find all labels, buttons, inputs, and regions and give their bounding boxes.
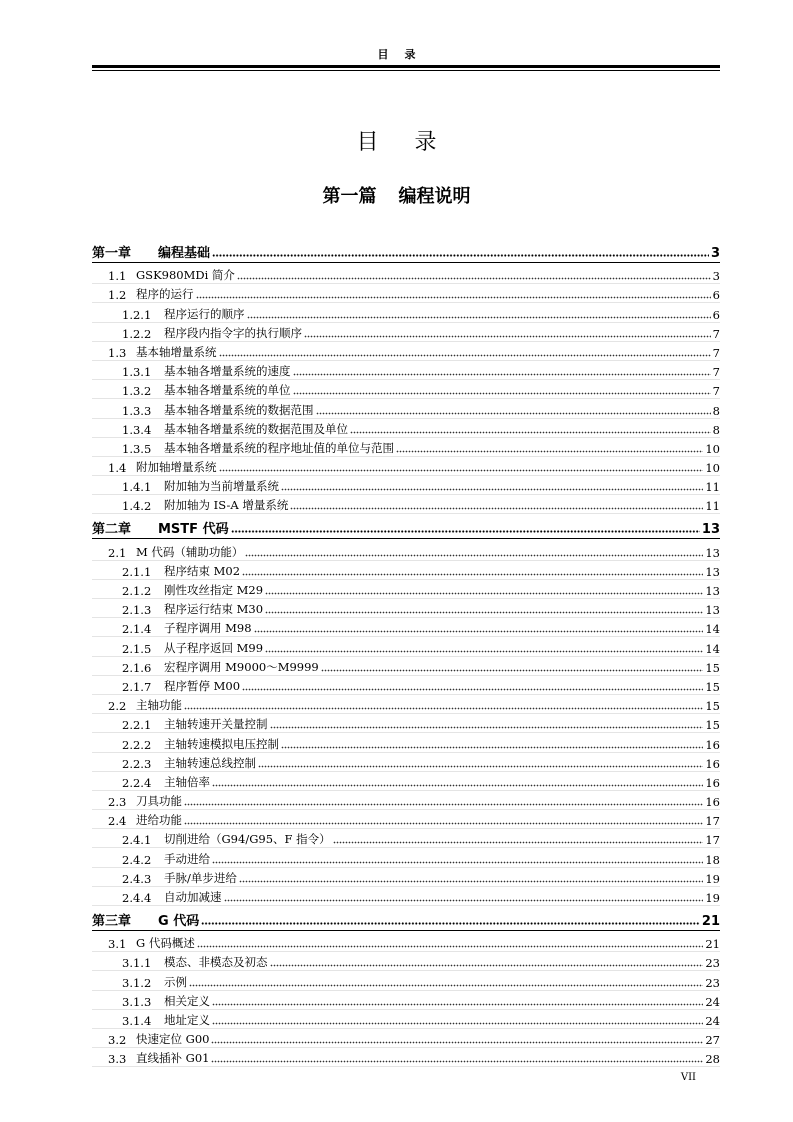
toc-entry-title: 直线插补 G01	[136, 1051, 210, 1066]
toc-entry-number: 1.3.1	[122, 365, 152, 380]
toc-entry-title: M 代码（辅助功能）	[136, 544, 244, 559]
toc-entry-page: 17	[705, 814, 720, 829]
toc-entry-page: 16	[705, 737, 720, 752]
toc-entry-page: 10	[705, 441, 720, 456]
toc-subsection-entry[interactable]	[92, 438, 720, 457]
toc-dot-leader	[231, 523, 700, 533]
toc-entry-page: 21	[701, 914, 720, 929]
toc-dot-leader	[184, 796, 703, 806]
toc-dot-leader	[304, 328, 711, 338]
toc-entry-number: 2.3	[108, 795, 127, 810]
toc-dot-leader	[219, 347, 711, 357]
toc-entry-page: 21	[705, 937, 720, 952]
toc-subsection-entry[interactable]	[92, 561, 720, 580]
toc-entry-title: 基本轴各增量系统的程序地址值的单位与范围	[164, 440, 394, 455]
toc-entry-page: 10	[705, 461, 720, 476]
toc-entry-page: 18	[705, 852, 720, 867]
toc-entry-title: G 代码	[158, 914, 200, 929]
toc-entry-title: 模态、非模态及初态	[164, 955, 268, 970]
toc-dot-leader	[224, 892, 704, 902]
toc-entry-title: 主轴转速开关量控制	[164, 717, 268, 732]
toc-entry-title: 程序运行的顺序	[164, 306, 245, 321]
toc-section-entry[interactable]	[92, 265, 720, 284]
toc-dot-leader	[184, 700, 703, 710]
toc-dot-leader	[237, 270, 711, 280]
toc-entry-title: 基本轴各增量系统的单位	[164, 383, 291, 398]
toc-dot-leader	[321, 662, 704, 672]
toc-entry-page: 7	[712, 384, 720, 399]
toc-entry-number: 2.2	[108, 699, 127, 714]
toc-entry-page: 17	[705, 833, 720, 848]
toc-entry-number: 1.1	[108, 269, 127, 284]
toc-dot-leader	[281, 481, 703, 491]
toc-subsection-entry[interactable]	[92, 772, 720, 791]
toc-entry-title: G 代码概述	[136, 936, 195, 951]
toc-dot-leader	[245, 547, 703, 557]
toc-entry-page: 13	[705, 603, 720, 618]
toc-dot-leader	[290, 500, 703, 510]
toc-entry-page: 14	[705, 641, 720, 656]
toc-entry-title: 附加轴为 IS-A 增量系统	[164, 498, 289, 513]
toc-entry-page: 6	[712, 288, 720, 303]
toc-entry-title: MSTF 代码	[158, 522, 229, 538]
toc-entry-page: 11	[705, 499, 720, 514]
toc-subsection-entry[interactable]	[92, 637, 720, 656]
toc-dot-leader	[212, 247, 709, 257]
toc-entry-number: 3.1.1	[122, 956, 152, 971]
toc-entry-title: 从子程序返回 M99	[164, 640, 264, 655]
toc-entry-title: GSK980MDi 简介	[136, 268, 235, 283]
toc-dot-leader	[350, 424, 711, 434]
toc-subsection-entry[interactable]	[92, 887, 720, 906]
toc-subsection-entry[interactable]	[92, 971, 720, 990]
toc-section-entry[interactable]	[92, 1029, 720, 1048]
running-header-char-2: 录	[404, 48, 416, 61]
toc-entry-number: 2.4.2	[122, 852, 152, 867]
toc-subsection-entry[interactable]	[92, 714, 720, 733]
toc-entry-page: 15	[705, 718, 720, 733]
toc-dot-leader	[270, 719, 704, 729]
toc-entry-title: 自动加减速	[164, 890, 222, 904]
toc-entry-title: 程序结束 M02	[164, 563, 241, 578]
toc-dot-leader	[396, 443, 703, 453]
toc-subsection-entry[interactable]	[92, 323, 720, 342]
toc-entry-title: 主轴倍率	[164, 774, 210, 789]
toc-entry-page: 16	[705, 756, 720, 771]
toc-subsection-entry[interactable]	[92, 829, 720, 848]
toc-entry-page: 24	[705, 1013, 720, 1028]
toc-entry-page: 7	[712, 345, 720, 360]
toc-entry-number: 2.1.6	[122, 660, 152, 675]
toc-entry-page: 7	[712, 326, 720, 341]
toc-entry-page: 13	[705, 545, 720, 560]
toc-entry-title: 附加轴为当前增量系统	[164, 479, 279, 494]
toc-dot-leader	[270, 957, 704, 967]
toc-entry-title: 刚性攻丝指定 M29	[164, 583, 264, 597]
toc-entry-page: 14	[705, 622, 720, 637]
toc-entry-number: 1.3.4	[122, 422, 152, 437]
toc-entry-number: 2.1.7	[122, 679, 152, 694]
toc-entry-title: 基本轴各增量系统的数据范围及单位	[164, 421, 348, 436]
toc-entry-number: 3.1	[108, 937, 127, 952]
toc-dot-leader	[265, 604, 703, 614]
toc-subsection-entry[interactable]	[92, 1010, 720, 1029]
toc-section-entry[interactable]	[92, 342, 720, 361]
toc-section-entry[interactable]	[92, 695, 720, 714]
toc-dot-leader	[333, 834, 704, 844]
toc-entry-title: 基本轴各增量系统的速度	[164, 364, 291, 379]
toc-entry-title: 程序暂停 M00	[164, 678, 241, 693]
toc-entry-page: 7	[712, 365, 720, 380]
toc-dot-leader	[239, 873, 703, 883]
toc-subsection-entry[interactable]	[92, 657, 720, 676]
toc-entry-title: 附加轴增量系统	[136, 460, 217, 475]
toc-entry-title: 程序运行结束 M30	[164, 602, 264, 617]
toc-subsection-entry[interactable]	[92, 380, 720, 399]
toc-entry-page: 13	[701, 522, 720, 538]
page-title	[0, 128, 793, 158]
toc-entry-page: 23	[705, 956, 720, 971]
toc-subsection-entry[interactable]	[92, 476, 720, 495]
toc-section-entry[interactable]	[92, 541, 720, 560]
toc-subsection-entry[interactable]	[92, 495, 720, 514]
toc-entry-title: 快速定位 G00	[136, 1032, 210, 1047]
toc-dot-leader	[212, 996, 703, 1006]
toc-subsection-entry[interactable]	[92, 303, 720, 322]
toc-entry-title: 地址定义	[164, 1012, 210, 1027]
toc-entry-title: 手动进给	[164, 851, 210, 866]
toc-entry-number: 1.3.3	[122, 403, 152, 418]
toc-dot-leader	[265, 585, 703, 595]
toc-entry-number: 1.4.1	[122, 480, 152, 495]
toc-entry-number: 2.2.3	[122, 756, 152, 771]
toc-entry-page: 11	[705, 480, 720, 495]
toc-dot-leader	[242, 681, 703, 691]
toc-entry-number: 第一章	[92, 246, 132, 261]
toc-entry-page: 8	[712, 403, 720, 418]
table-of-contents	[92, 238, 720, 1067]
toc-dot-leader	[254, 623, 704, 633]
page-title-char-2: 录	[414, 130, 437, 155]
toc-entry-number: 3.1.2	[122, 975, 152, 990]
toc-entry-number: 2.1.3	[122, 603, 152, 618]
toc-entry-number: 2.4.3	[122, 871, 152, 886]
toc-entry-title: 相关定义	[164, 993, 210, 1008]
toc-subsection-entry[interactable]	[92, 952, 720, 971]
toc-chapter-entry[interactable]	[92, 907, 720, 931]
toc-entry-page: 3	[712, 269, 720, 284]
toc-entry-page: 15	[705, 699, 720, 714]
toc-dot-leader	[316, 405, 711, 415]
part-number: 第一篇	[322, 186, 377, 207]
toc-entry-number: 2.2.1	[122, 718, 152, 733]
toc-subsection-entry[interactable]	[92, 848, 720, 867]
toc-entry-page: 16	[705, 775, 720, 790]
toc-entry-number: 2.4.4	[122, 891, 152, 905]
toc-entry-number: 2.1.2	[122, 584, 152, 598]
toc-dot-leader	[258, 758, 703, 768]
toc-dot-leader	[281, 739, 703, 749]
toc-entry-number: 2.1.1	[122, 564, 152, 579]
toc-dot-leader	[265, 643, 703, 653]
toc-subsection-entry[interactable]	[92, 753, 720, 772]
toc-section-entry[interactable]	[92, 791, 720, 810]
toc-section-entry[interactable]	[92, 810, 720, 829]
page-title-char-1: 目	[356, 130, 379, 155]
toc-entry-number: 2.2.4	[122, 775, 152, 790]
page-number: VII	[680, 1072, 696, 1083]
toc-subsection-entry[interactable]	[92, 361, 720, 380]
toc-entry-number: 1.3	[108, 345, 127, 360]
header-rule-thick	[92, 65, 720, 68]
toc-dot-leader	[293, 366, 711, 376]
part-title	[0, 185, 793, 209]
toc-entry-title: 主轴功能	[136, 698, 182, 713]
toc-entry-number: 1.3.2	[122, 384, 152, 399]
toc-subsection-entry[interactable]	[92, 676, 720, 695]
toc-dot-leader	[211, 1034, 703, 1044]
toc-subsection-entry[interactable]	[92, 733, 720, 752]
toc-entry-page: 24	[705, 994, 720, 1009]
toc-entry-title: 刀具功能	[136, 794, 182, 809]
toc-entry-number: 1.4.2	[122, 499, 152, 514]
toc-entry-number: 第二章	[92, 522, 132, 538]
toc-dot-leader	[201, 915, 700, 925]
running-header	[0, 48, 793, 62]
toc-subsection-entry[interactable]	[92, 580, 720, 599]
header-rule-thin	[92, 70, 720, 71]
toc-chapter-entry[interactable]	[92, 515, 720, 539]
toc-entry-title: 编程基础	[158, 246, 211, 261]
toc-entry-number: 2.1.5	[122, 641, 152, 656]
toc-entry-number: 1.3.5	[122, 441, 152, 456]
toc-entry-title: 程序段内指令字的执行顺序	[164, 325, 302, 340]
toc-chapter-entry[interactable]	[92, 239, 720, 263]
toc-entry-number: 1.2	[108, 288, 127, 303]
toc-entry-page: 6	[712, 307, 720, 322]
toc-entry-page: 13	[705, 584, 720, 598]
toc-entry-number: 3.1.4	[122, 1013, 152, 1028]
toc-entry-number: 2.1	[108, 545, 127, 560]
toc-section-entry[interactable]	[92, 284, 720, 303]
toc-entry-title: 手脉/单步进给	[164, 870, 237, 885]
toc-dot-leader	[247, 309, 711, 319]
toc-subsection-entry[interactable]	[92, 599, 720, 618]
toc-entry-page: 15	[705, 679, 720, 694]
toc-entry-number: 第三章	[92, 914, 132, 929]
toc-dot-leader	[219, 462, 704, 472]
toc-entry-title: 主轴转速模拟电压控制	[164, 736, 279, 751]
toc-entry-title: 基本轴增量系统	[136, 344, 217, 359]
toc-entry-page: 19	[705, 871, 720, 886]
toc-subsection-entry[interactable]	[92, 991, 720, 1010]
toc-entry-number: 1.4	[108, 461, 127, 476]
toc-entry-number: 1.2.2	[122, 326, 152, 341]
toc-dot-leader	[242, 566, 703, 576]
toc-subsection-entry[interactable]	[92, 618, 720, 637]
toc-entry-page: 19	[705, 891, 720, 905]
toc-entry-page: 28	[705, 1052, 720, 1067]
toc-entry-number: 2.1.4	[122, 622, 152, 637]
toc-entry-title: 基本轴各增量系统的数据范围	[164, 402, 314, 417]
toc-entry-title: 宏程序调用 M9000～M9999	[164, 659, 319, 674]
toc-section-entry[interactable]	[92, 1048, 720, 1067]
toc-dot-leader	[189, 977, 703, 987]
toc-dot-leader	[197, 938, 704, 948]
toc-dot-leader	[293, 385, 711, 395]
toc-entry-page: 3	[710, 246, 720, 261]
toc-entry-number: 2.2.2	[122, 737, 152, 752]
running-header-char-1: 目	[377, 48, 389, 61]
toc-entry-page: 15	[705, 660, 720, 675]
toc-entry-title: 切削进给（G94/G95、F 指令）	[164, 832, 331, 847]
toc-entry-title: 程序的运行	[136, 287, 194, 302]
toc-subsection-entry[interactable]	[92, 868, 720, 887]
toc-section-entry[interactable]	[92, 933, 720, 952]
toc-dot-leader	[212, 1015, 703, 1025]
toc-entry-number: 3.3	[108, 1052, 127, 1067]
toc-entry-page: 27	[705, 1033, 720, 1048]
toc-subsection-entry[interactable]	[92, 399, 720, 418]
toc-entry-number: 2.4	[108, 814, 127, 829]
toc-section-entry[interactable]	[92, 457, 720, 476]
toc-dot-leader	[196, 289, 711, 299]
toc-entry-title: 主轴转速总线控制	[164, 755, 256, 770]
toc-dot-leader	[212, 854, 703, 864]
toc-entry-title: 进给功能	[136, 813, 182, 828]
toc-entry-page: 23	[705, 975, 720, 990]
toc-entry-title: 示例	[164, 974, 187, 989]
toc-entry-page: 16	[705, 795, 720, 810]
toc-entry-number: 3.1.3	[122, 994, 152, 1009]
toc-dot-leader	[184, 815, 703, 825]
toc-dot-leader	[212, 777, 703, 787]
toc-entry-number: 1.2.1	[122, 307, 152, 322]
part-name: 编程说明	[398, 186, 471, 207]
toc-entry-title: 子程序调用 M98	[164, 621, 252, 636]
toc-dot-leader	[211, 1053, 703, 1063]
toc-subsection-entry[interactable]	[92, 419, 720, 438]
toc-entry-number: 3.2	[108, 1033, 127, 1048]
toc-entry-number: 2.4.1	[122, 833, 152, 848]
toc-entry-page: 13	[705, 564, 720, 579]
toc-entry-page: 8	[712, 422, 720, 437]
